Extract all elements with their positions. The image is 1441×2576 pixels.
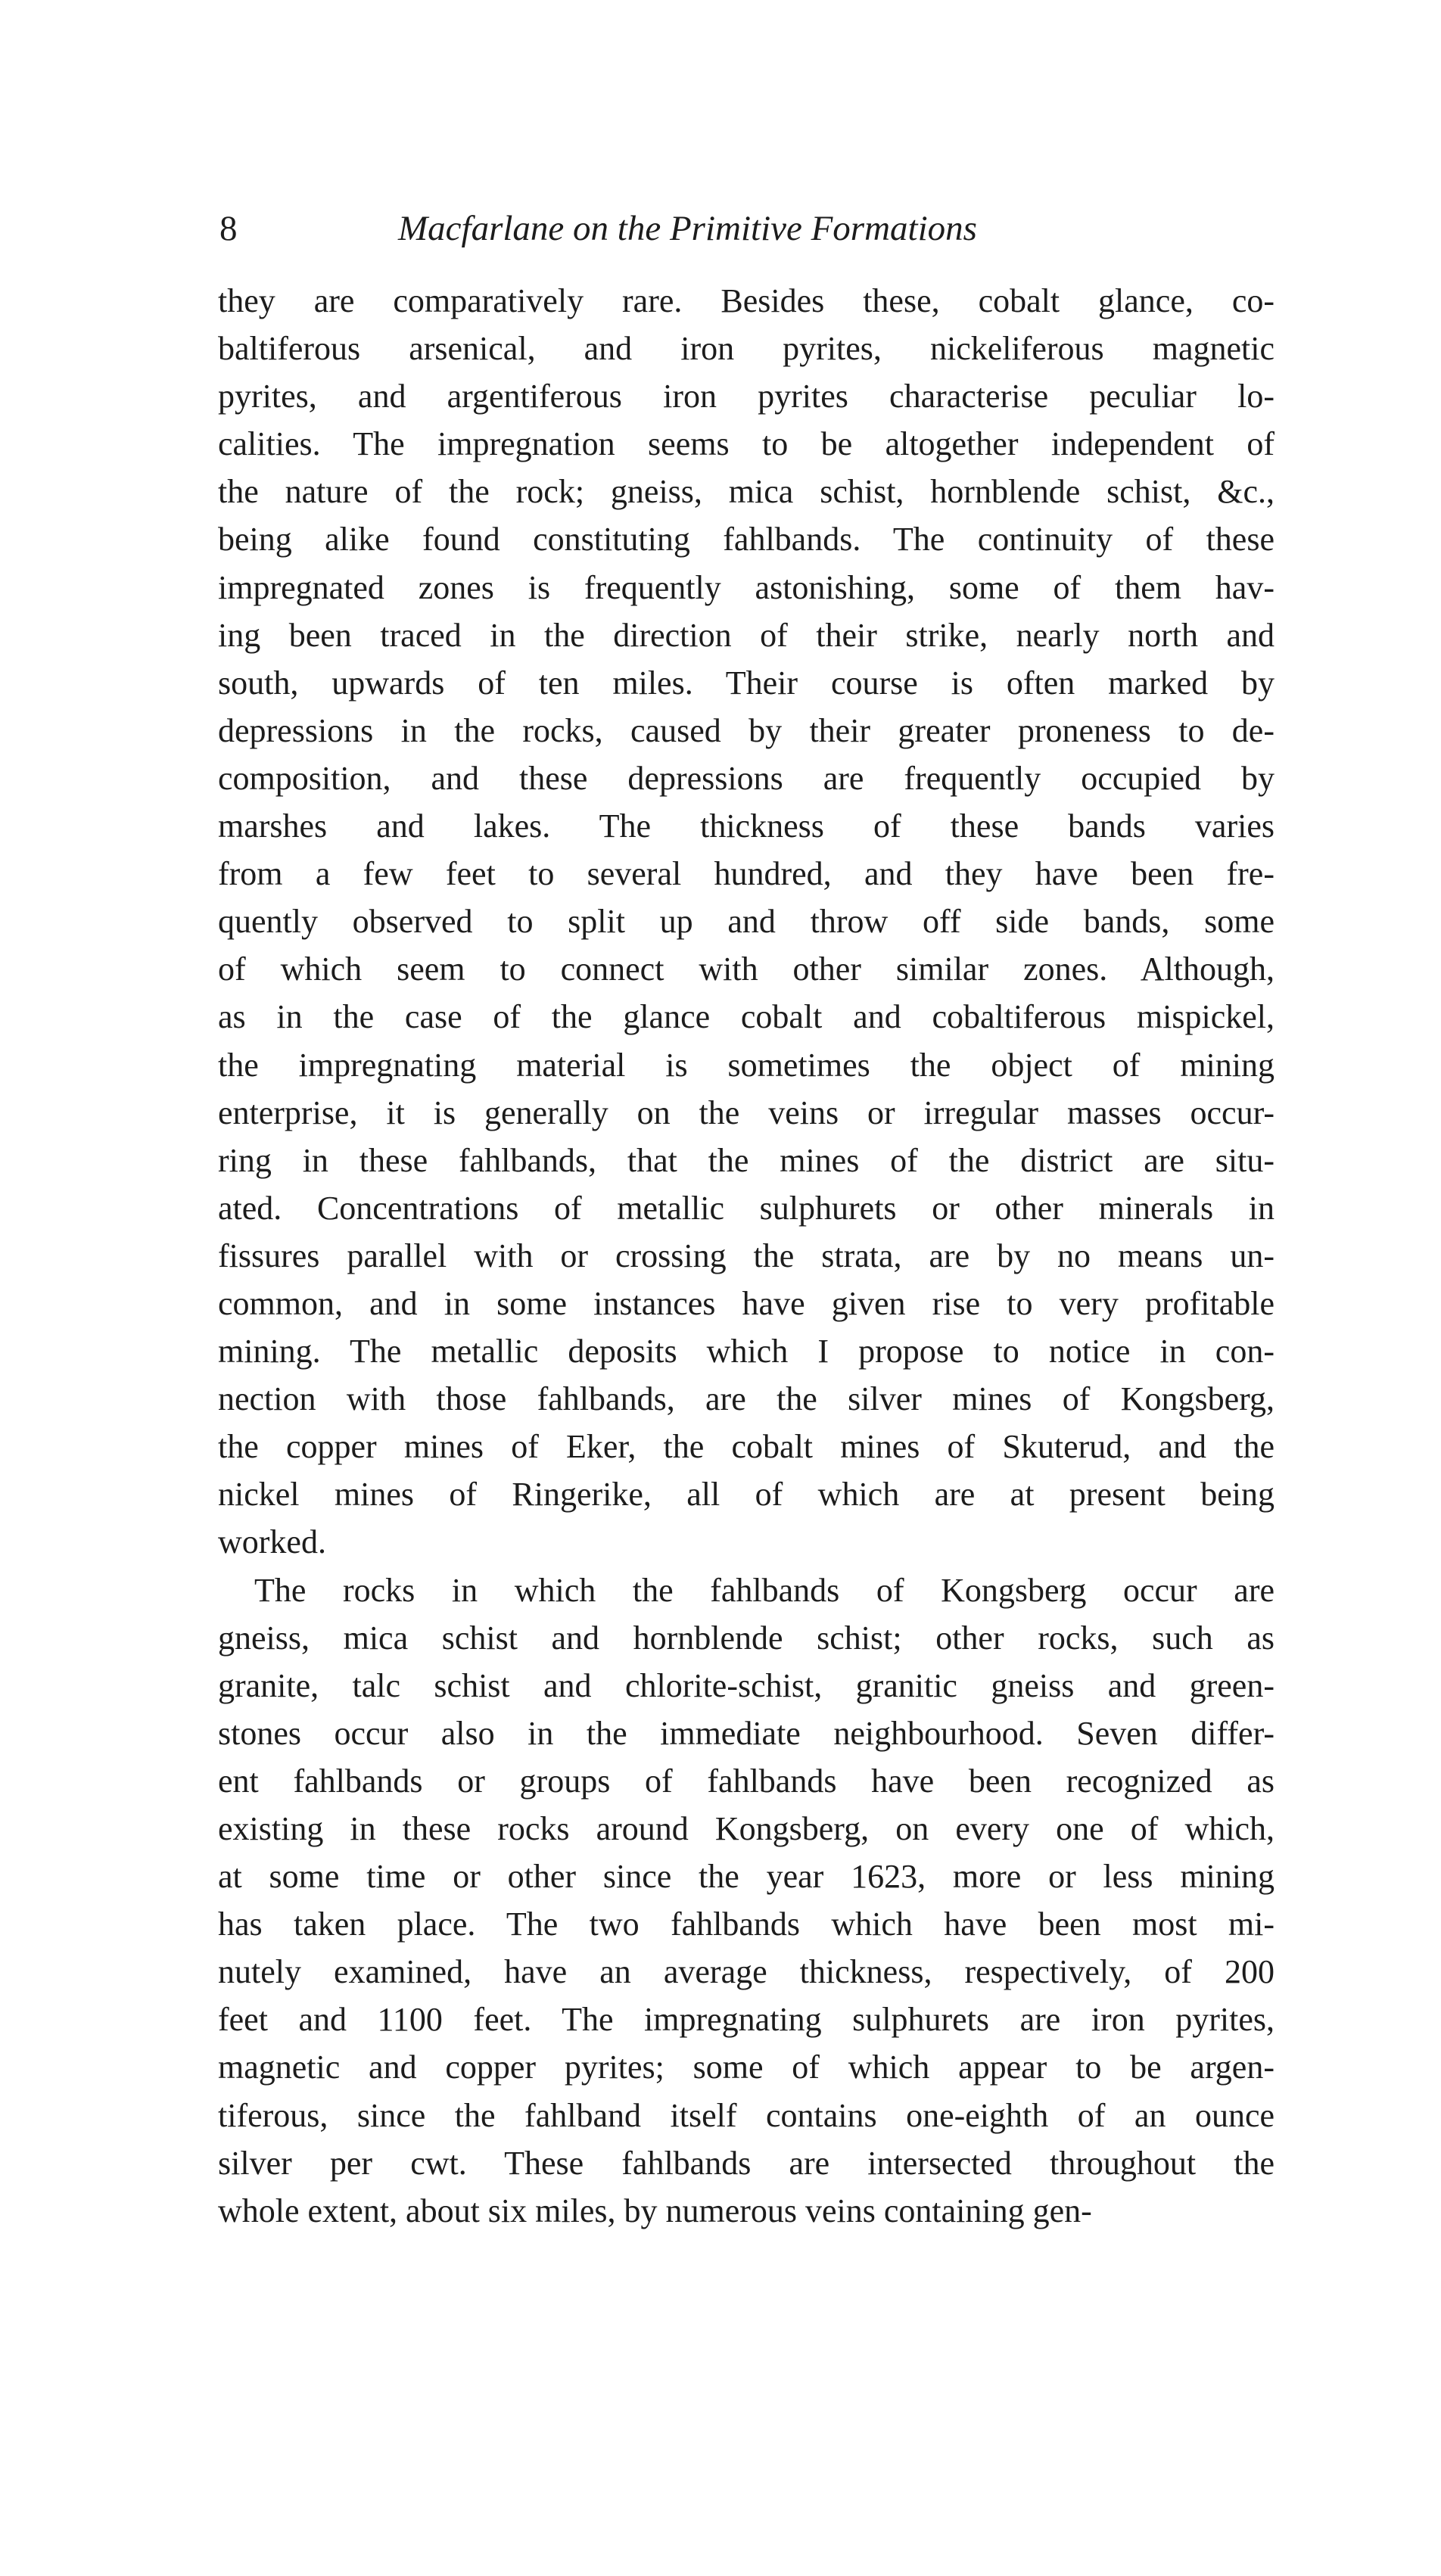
text-line: ring in these fahlbands, that the mines of the district are situ- xyxy=(218,1141,1274,1179)
text-line: composition, and these depressions are frequently occupied by xyxy=(218,759,1274,797)
text-line: enterprise, it is generally on the veins or irregular masses occur- xyxy=(218,1094,1274,1131)
text-line: nutely examined, have an average thickness, respectively, of 200 xyxy=(218,1953,1274,1991)
text-line: The rocks in which the fahlbands of Kongsberg occur are xyxy=(254,1571,1274,1609)
text-line: as in the case of the glance cobalt and cobaltiferous mispickel, xyxy=(218,998,1274,1036)
text-line: common, and in some instances have given rise to very profitable xyxy=(218,1284,1274,1322)
text-line: silver per cwt. These fahlbands are intersected throughout the xyxy=(218,2144,1274,2182)
text-line: they are comparatively rare. Besides these, cobalt glance, co- xyxy=(218,282,1274,319)
text-line: whole extent, about six miles, by numerous veins containing gen- xyxy=(218,2192,1092,2229)
text-line: quently observed to split up and throw off side bands, some xyxy=(218,903,1274,941)
text-line: feet and 1100 feet. The impregnating sulphurets are iron pyrites, xyxy=(218,2001,1274,2039)
text-line: stones occur also in the immediate neighbourhood. Seven differ- xyxy=(218,1714,1274,1752)
text-line: south, upwards of ten miles. Their course is often marked by xyxy=(218,664,1274,702)
text-line: from a few feet to several hundred, and they have been fre- xyxy=(218,855,1274,893)
text-line: calities. The impregnation seems to be altogether independent of xyxy=(218,425,1274,463)
text-line: ated. Concentrations of metallic sulphurets or other minerals in xyxy=(218,1189,1274,1227)
text-line: impregnated zones is frequently astonishing, some of them hav- xyxy=(218,568,1274,606)
text-line: magnetic and copper pyrites; some of which appear to be argen- xyxy=(218,2049,1274,2086)
text-line: of which seem to connect with other similar zones. Although, xyxy=(218,950,1274,988)
text-line: gneiss, mica schist and hornblende schist; other rocks, such as xyxy=(218,1619,1274,1657)
paragraph xyxy=(218,1566,1274,2235)
text-line: ent fahlbands or groups of fahlbands have been recognized as xyxy=(218,1762,1274,1800)
text-line: pyrites, and argentiferous iron pyrites characterise peculiar lo- xyxy=(218,378,1274,415)
text-line: granite, talc schist and chlorite-schist, granitic gneiss and green- xyxy=(218,1666,1274,1704)
text-line: worked. xyxy=(218,1523,326,1561)
text-line: nickel mines of Ringerike, all of which are at present being xyxy=(218,1476,1274,1514)
text-line: tiferous, since the fahlband itself contains one-eighth of an ounce xyxy=(218,2096,1274,2134)
text-line: baltiferous arsenical, and iron pyrites, nickeliferous magnetic xyxy=(218,330,1274,368)
text-line: fissures parallel with or crossing the strata, are by no means un- xyxy=(218,1237,1274,1274)
text-line: nection with those fahlbands, are the silver mines of Kongsberg, xyxy=(218,1380,1274,1418)
text-line: depressions in the rocks, caused by their greater proneness to de- xyxy=(218,711,1274,749)
text-line: mining. The metallic deposits which I propose to notice in con- xyxy=(218,1333,1274,1370)
text-line: the nature of the rock; gneiss, mica schist, hornblende schist, &c., xyxy=(218,473,1274,511)
page-number: 8 xyxy=(219,209,238,248)
text-line: existing in these rocks around Kongsberg, on every one of which, xyxy=(218,1810,1274,1847)
paragraph xyxy=(218,277,1274,1566)
text-line: ing been traced in the direction of their strike, nearly north and xyxy=(218,616,1274,654)
body-text xyxy=(218,277,1274,2235)
text-line: has taken place. The two fahlbands which have been most mi- xyxy=(218,1906,1274,1943)
text-line: at some time or other since the year 1623, more or less mining xyxy=(218,1858,1274,1896)
running-title: Macfarlane on the Primitive Formations xyxy=(398,209,977,248)
text-line: the copper mines of Eker, the cobalt mines of Skuterud, and the xyxy=(218,1428,1274,1466)
running-head xyxy=(219,198,1271,259)
text-line: the impregnating material is sometimes the object of mining xyxy=(218,1046,1274,1084)
text-line: being alike found constituting fahlbands. The continuity of these xyxy=(218,521,1274,558)
text-line: marshes and lakes. The thickness of these bands varies xyxy=(218,807,1274,845)
